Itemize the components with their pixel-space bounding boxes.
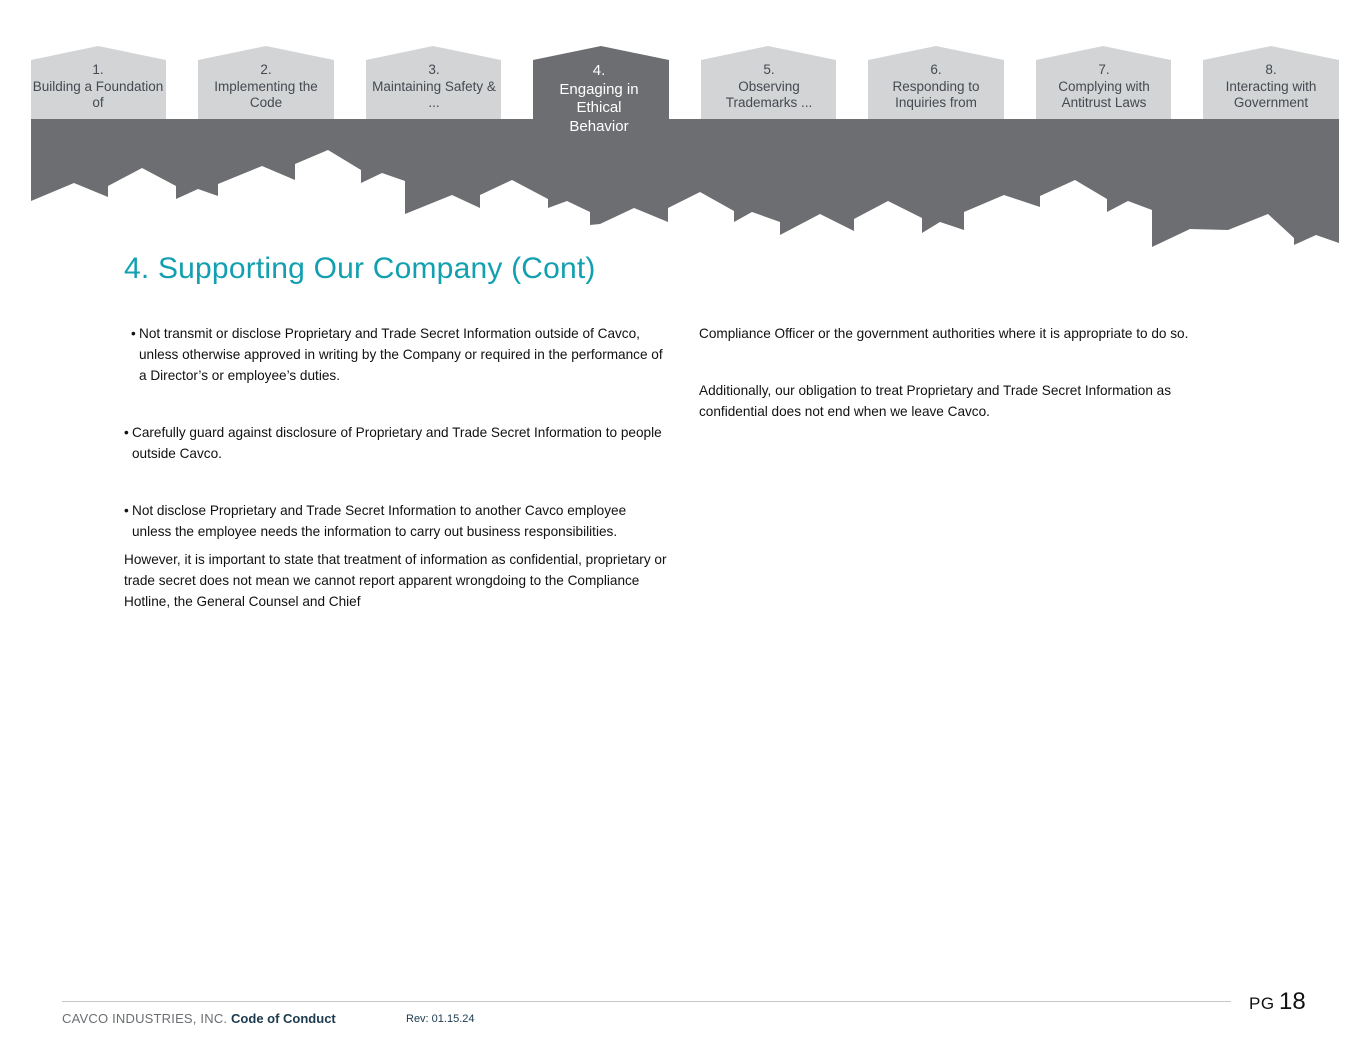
tab-number: 1. [92,62,104,77]
banner-skyline [31,119,1339,247]
left-column [124,323,669,612]
tab-number: 7. [1098,62,1110,77]
navigation-banner-graphic [0,0,1365,260]
bullet-text: Not transmit or disclose Proprietary and Trade Secret Information outside of Cavco, unless otherwise approved in writing by the Company or required in the performance of a Director’s or employee’s duties. [139,326,663,383]
spacer [124,464,669,500]
bullet-item [124,422,669,464]
bullet-dot-icon: • [124,503,129,518]
tab-label: Interacting with Government [1225,78,1317,110]
tab-number: 5. [763,62,775,77]
tab-label: Implementing the Code [214,78,318,110]
body-paragraph: Compliance Officer or the government authorities where it is appropriate to do so. [699,326,1189,341]
footer-doc-title: Code of Conduct [231,1011,336,1026]
tab-label: Observing Trademarks ... [725,78,813,110]
page-number-value: 18 [1279,988,1306,1015]
body-paragraph: Additionally, our obligation to treat Proprietary and Trade Secret Information as confidential does not end when we leave Cavco. [699,383,1172,419]
tab-observing-trademarks[interactable] [701,62,837,112]
tab-building-foundation[interactable] [30,62,166,112]
tab-label: Responding to Inquiries from [892,78,980,110]
page-number [1249,988,1306,1016]
tab-label: Building a Foundation of [32,78,164,110]
spacer [124,386,669,422]
tab-number: 3. [428,62,440,77]
tab-label: Maintaining Safety & ... [372,78,496,110]
bullet-text: Carefully guard against disclosure of Proprietary and Trade Secret Information to people outside Cavco. [132,425,662,461]
right-column [699,323,1239,422]
bullet-dot-icon: • [131,326,136,341]
page-prefix: PG [1249,994,1275,1013]
body-paragraph: However, it is important to state that treatment of information as confidential, proprietary or trade secret does not mean we cannot report apparent wrongdoing to the Compliance Hotline, the General Counsel and Chief [124,552,667,609]
footer-divider [62,1001,1231,1002]
bullet-item [124,500,669,542]
tab-responding-inquiries[interactable] [868,62,1004,112]
footer-revision: Rev: 01.15.24 [406,1013,475,1025]
tab-number: 8. [1265,62,1277,77]
footer-company: CAVCO INDUSTRIES, INC. [62,1011,228,1026]
tab-implementing-code[interactable] [198,62,334,112]
bullet-text: Not disclose Proprietary and Trade Secret Information to another Cavco employee unless the employee needs the information to carry out business responsibilities. [132,503,627,539]
tab-number: 2. [260,62,272,77]
tab-label: Engaging in Ethical Behavior [559,80,639,135]
page-heading: 4. Supporting Our Company (Cont) [124,252,596,285]
tab-interacting-government[interactable] [1203,62,1339,112]
section-navigation [0,0,1365,260]
bullet-dot-icon: • [124,425,129,440]
spacer [699,344,1239,380]
tab-number: 6. [930,62,942,77]
tab-number: 4. [592,62,606,79]
tab-label: Complying with Antitrust Laws [1058,78,1150,110]
footer-company-line [62,1011,336,1026]
bullet-item [131,323,669,386]
tab-maintaining-safety[interactable] [366,62,502,112]
tab-complying-antitrust[interactable] [1036,62,1172,112]
tab-engaging-ethical-behavior[interactable] [531,62,667,136]
